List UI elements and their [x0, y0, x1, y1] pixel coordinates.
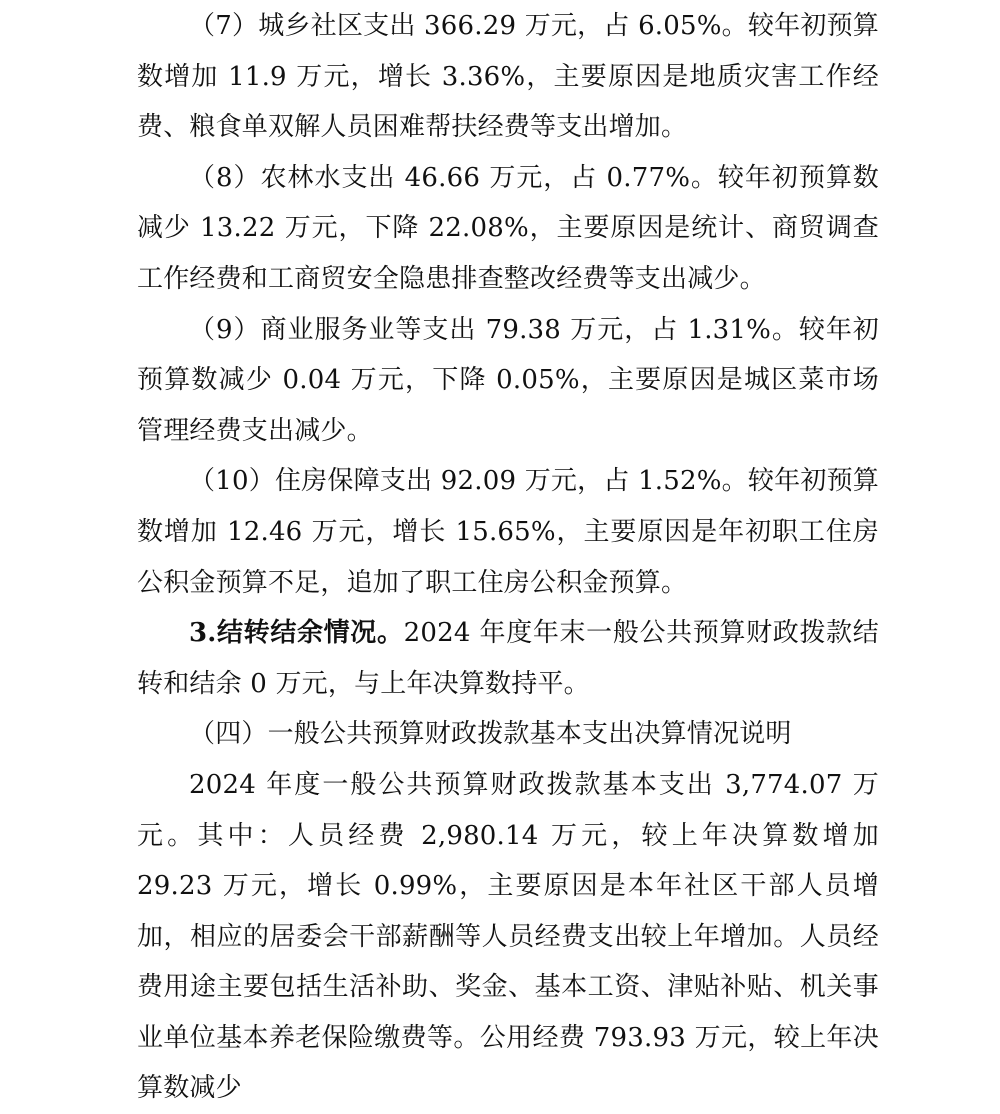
paragraph-text: （8）农林水支出 46.66 万元，占 0.77%。较年初预算数减少 13.22 万元，下降 22.08%，主要原因是统计、商贸调查工作经费和工商贸安全隐患排查整改经费等支出减少。 — [137, 162, 879, 294]
paragraph-text: （10）住房保障支出 92.09 万元，占 1.52%。较年初预算数增加 12.46 万元，增长 15.65%，主要原因是年初职工住房公积金预算不足，追加了职工住房公积金预算。 — [137, 466, 879, 598]
paragraph-basic-expense — [137, 760, 879, 1114]
section-4-title — [137, 709, 879, 760]
paragraph-item-8 — [137, 153, 879, 305]
section-heading-text: （四）一般公共预算财政拨款基本支出决算情况说明 — [189, 719, 792, 750]
paragraph-item-7 — [137, 1, 879, 153]
carryover-heading: 3.结转结余情况。 — [189, 618, 404, 649]
paragraph-item-9 — [137, 305, 879, 457]
paragraph-carryover — [137, 608, 879, 709]
paragraph-text: 2024 年度一般公共预算财政拨款基本支出 3,774.07 万元。其中：人员经费 2,980.14 万元，较上年决算数增加 29.23 万元，增长 0.99%，主要原因是本年社区干部人员增加，相应的居委会干部薪酬等人员经费支出较上年增加。人员经费用途主要包括生活补助、奖金、基本工资、津贴补贴、机关事业单位基本养老保险缴费等。公用经费 793.93 万元，较上年决算数减少 — [137, 769, 879, 1104]
paragraph-text: （7）城乡社区支出 366.29 万元，占 6.05%。较年初预算数增加 11.9 万元，增长 3.36%，主要原因是地质灾害工作经费、粮食单双解人员困难帮扶经费等支出增加。 — [137, 11, 879, 143]
paragraph-text: （9）商业服务业等支出 79.38 万元，占 1.31%。较年初预算数减少 0.04 万元，下降 0.05%，主要原因是城区菜市场管理经费支出减少。 — [137, 314, 879, 446]
paragraph-text: 2024 年度年末一般公共预算财政拨款结转和结余 0 万元，与上年决算数持平。 — [137, 618, 879, 699]
document-page — [137, 0, 879, 1114]
paragraph-item-10 — [137, 456, 879, 608]
